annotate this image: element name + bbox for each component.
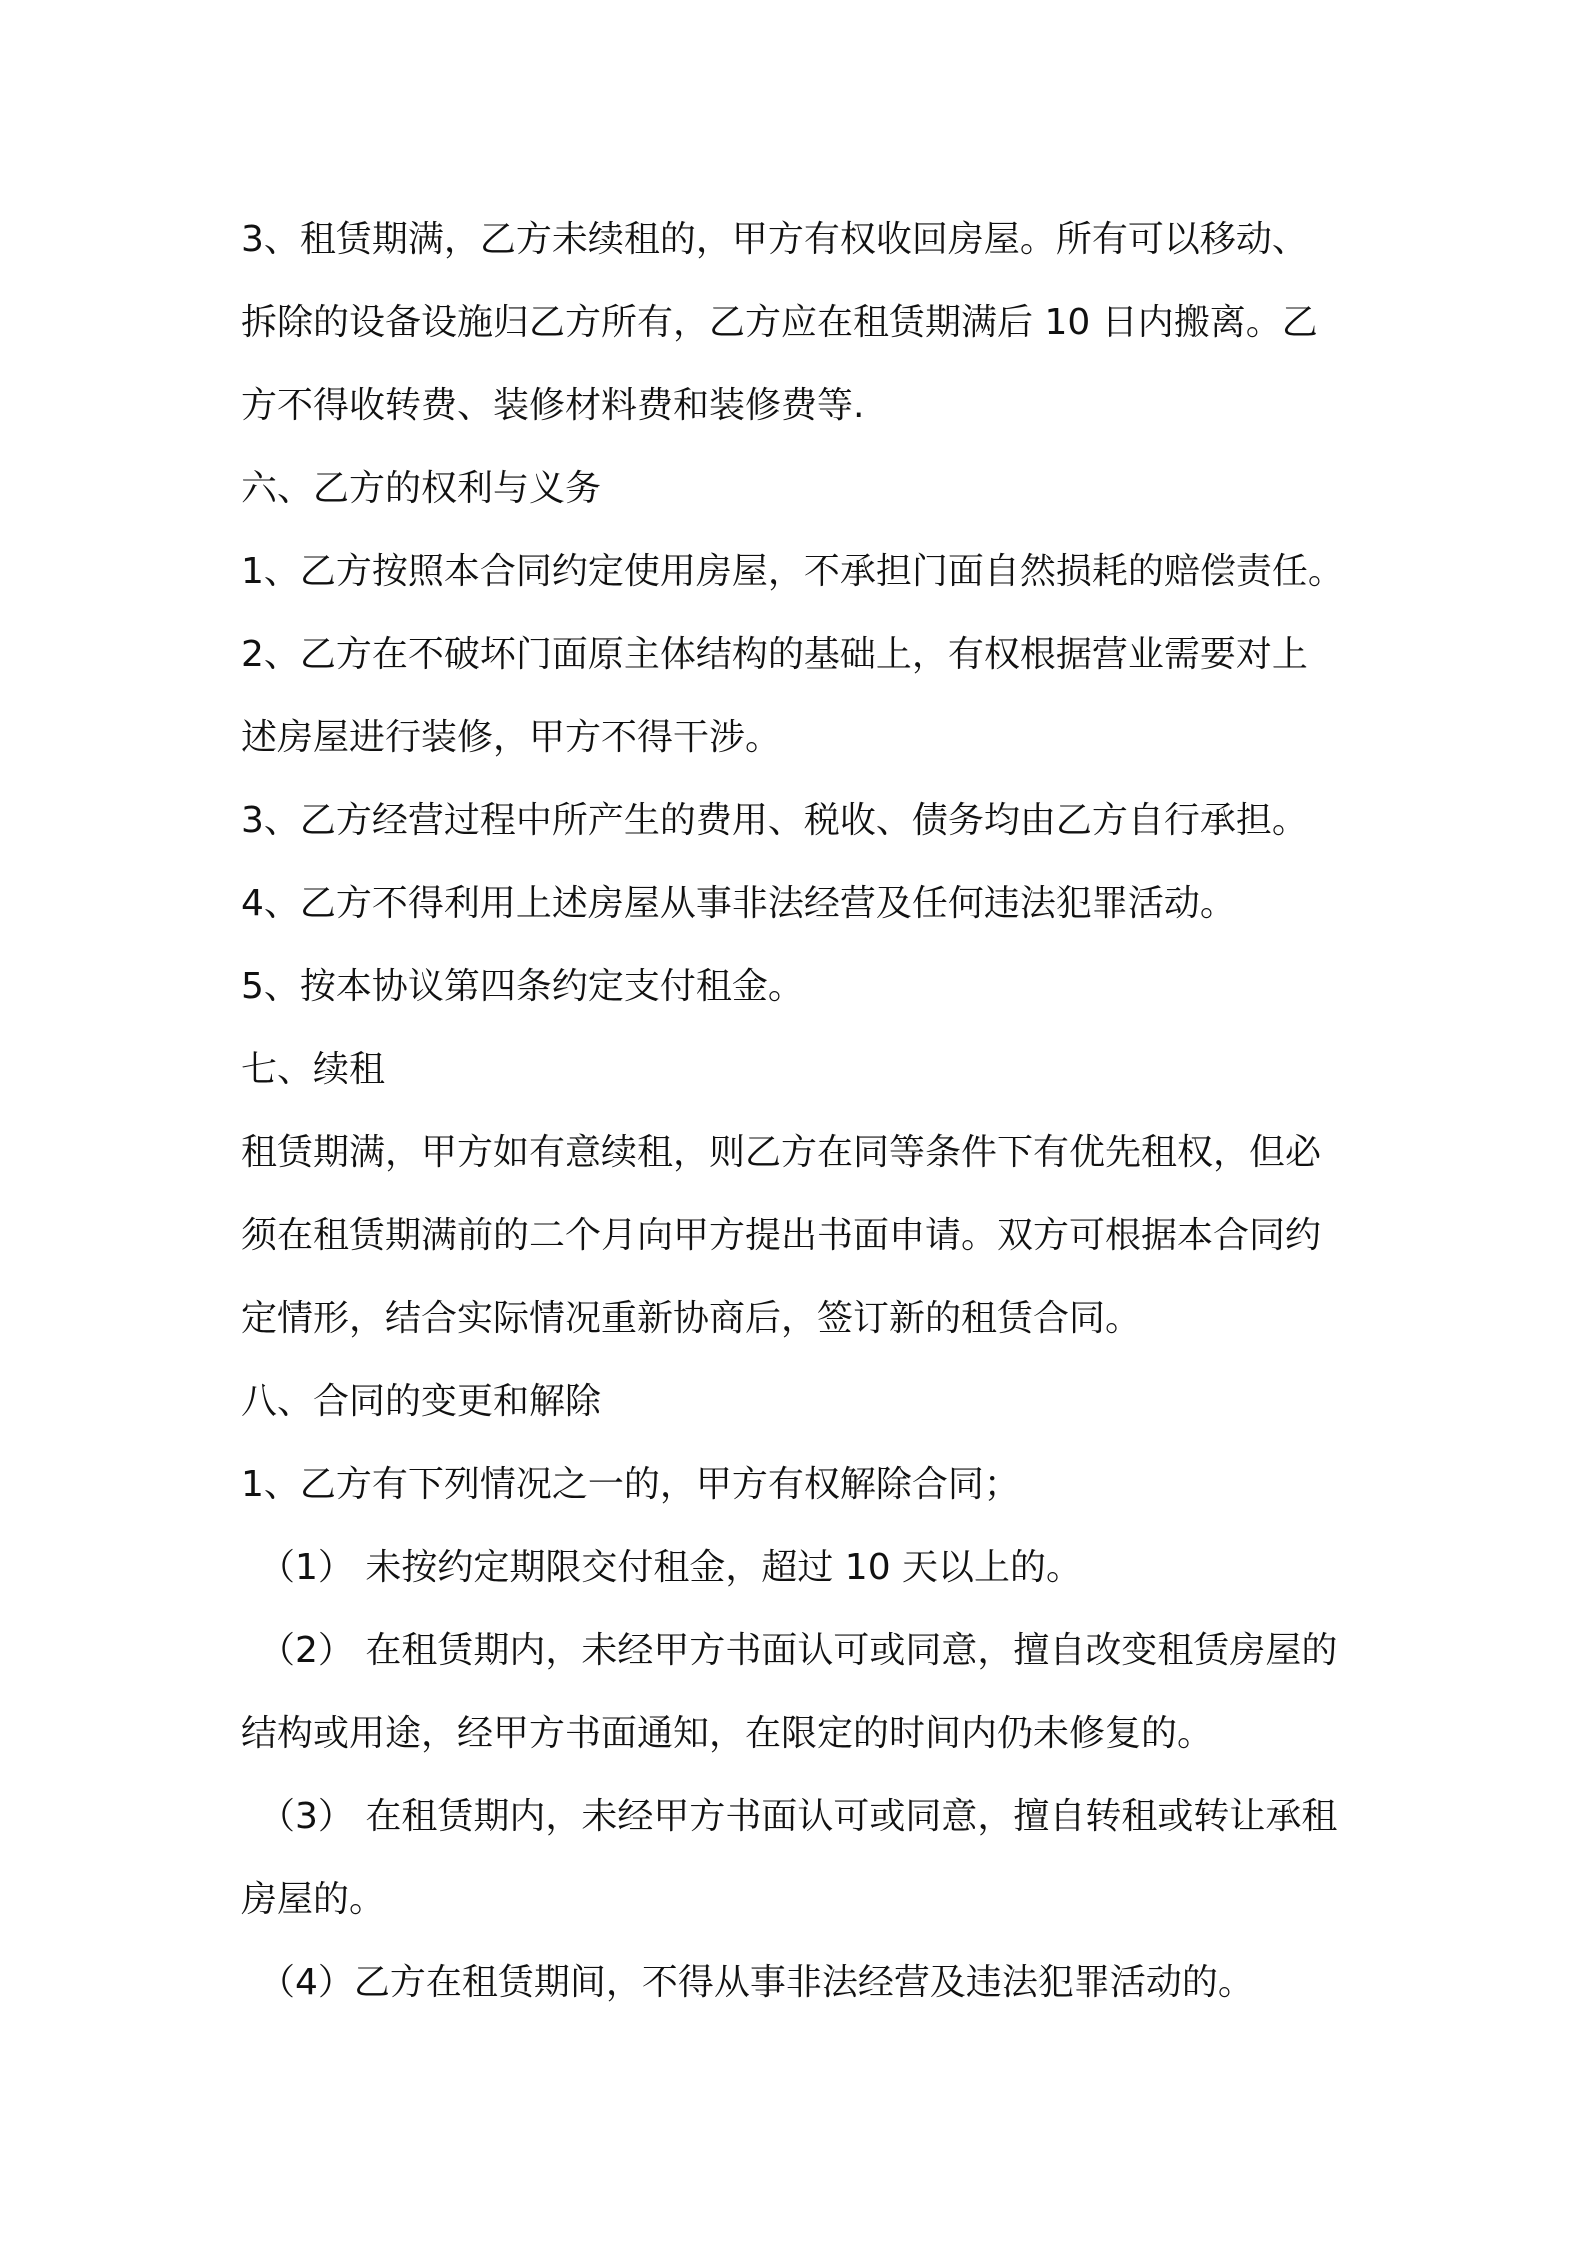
- paragraph-line: 房屋的。: [241, 1879, 386, 1920]
- paragraph-line: 须在租赁期满前的二个月向甲方提出书面申请。双方可根据本合同约: [241, 1215, 1322, 1256]
- list-item: （1） 未按约定期限交付租金，超过 10 天以上的。: [259, 1547, 1083, 1588]
- list-item: （3） 在租赁期内，未经甲方书面认可或同意，擅自转租或转让承租: [259, 1796, 1338, 1837]
- section-heading: 七、续租: [241, 1049, 386, 1090]
- paragraph-line: 2、乙方在不破坏门面原主体结构的基础上，有权根据营业需要对上: [241, 634, 1308, 675]
- paragraph-line: 5、按本协议第四条约定支付租金。: [241, 966, 804, 1007]
- paragraph-line: 4、乙方不得利用上述房屋从事非法经营及任何违法犯罪活动。: [241, 883, 1236, 924]
- paragraph-line: 3、乙方经营过程中所产生的费用、税收、债务均由乙方自行承担。: [241, 800, 1308, 841]
- paragraph-line: 述房屋进行装修，甲方不得干涉。: [241, 717, 782, 758]
- paragraph-line: 拆除的设备设施归乙方所有，乙方应在租赁期满后 10 日内搬离。乙: [241, 302, 1318, 343]
- paragraph-line: 租赁期满，甲方如有意续租，则乙方在同等条件下有优先租权，但必: [241, 1132, 1322, 1173]
- paragraph-line: 1、乙方按照本合同约定使用房屋，不承担门面自然损耗的赔偿责任。: [241, 551, 1344, 592]
- paragraph-line: 1、乙方有下列情况之一的，甲方有权解除合同；: [241, 1464, 1020, 1505]
- section-heading: 八、合同的变更和解除: [241, 1381, 602, 1422]
- paragraph-line: 3、租赁期满，乙方未续租的，甲方有权收回房屋。所有可以移动、: [241, 219, 1308, 260]
- document-body: [241, 198, 1371, 2024]
- list-item: （2） 在租赁期内，未经甲方书面认可或同意，擅自改变租赁房屋的: [259, 1630, 1338, 1671]
- paragraph-line: 结构或用途，经甲方书面通知，在限定的时间内仍未修复的。: [241, 1713, 1214, 1754]
- paragraph-line: 定情形，结合实际情况重新协商后，签订新的租赁合同。: [241, 1298, 1142, 1339]
- paragraph-line: 方不得收转费、装修材料费和装修费等.: [241, 385, 865, 426]
- list-item: （4）乙方在租赁期间，不得从事非法经营及违法犯罪活动的。: [259, 1962, 1254, 2003]
- section-heading: 六、乙方的权利与义务: [241, 468, 602, 509]
